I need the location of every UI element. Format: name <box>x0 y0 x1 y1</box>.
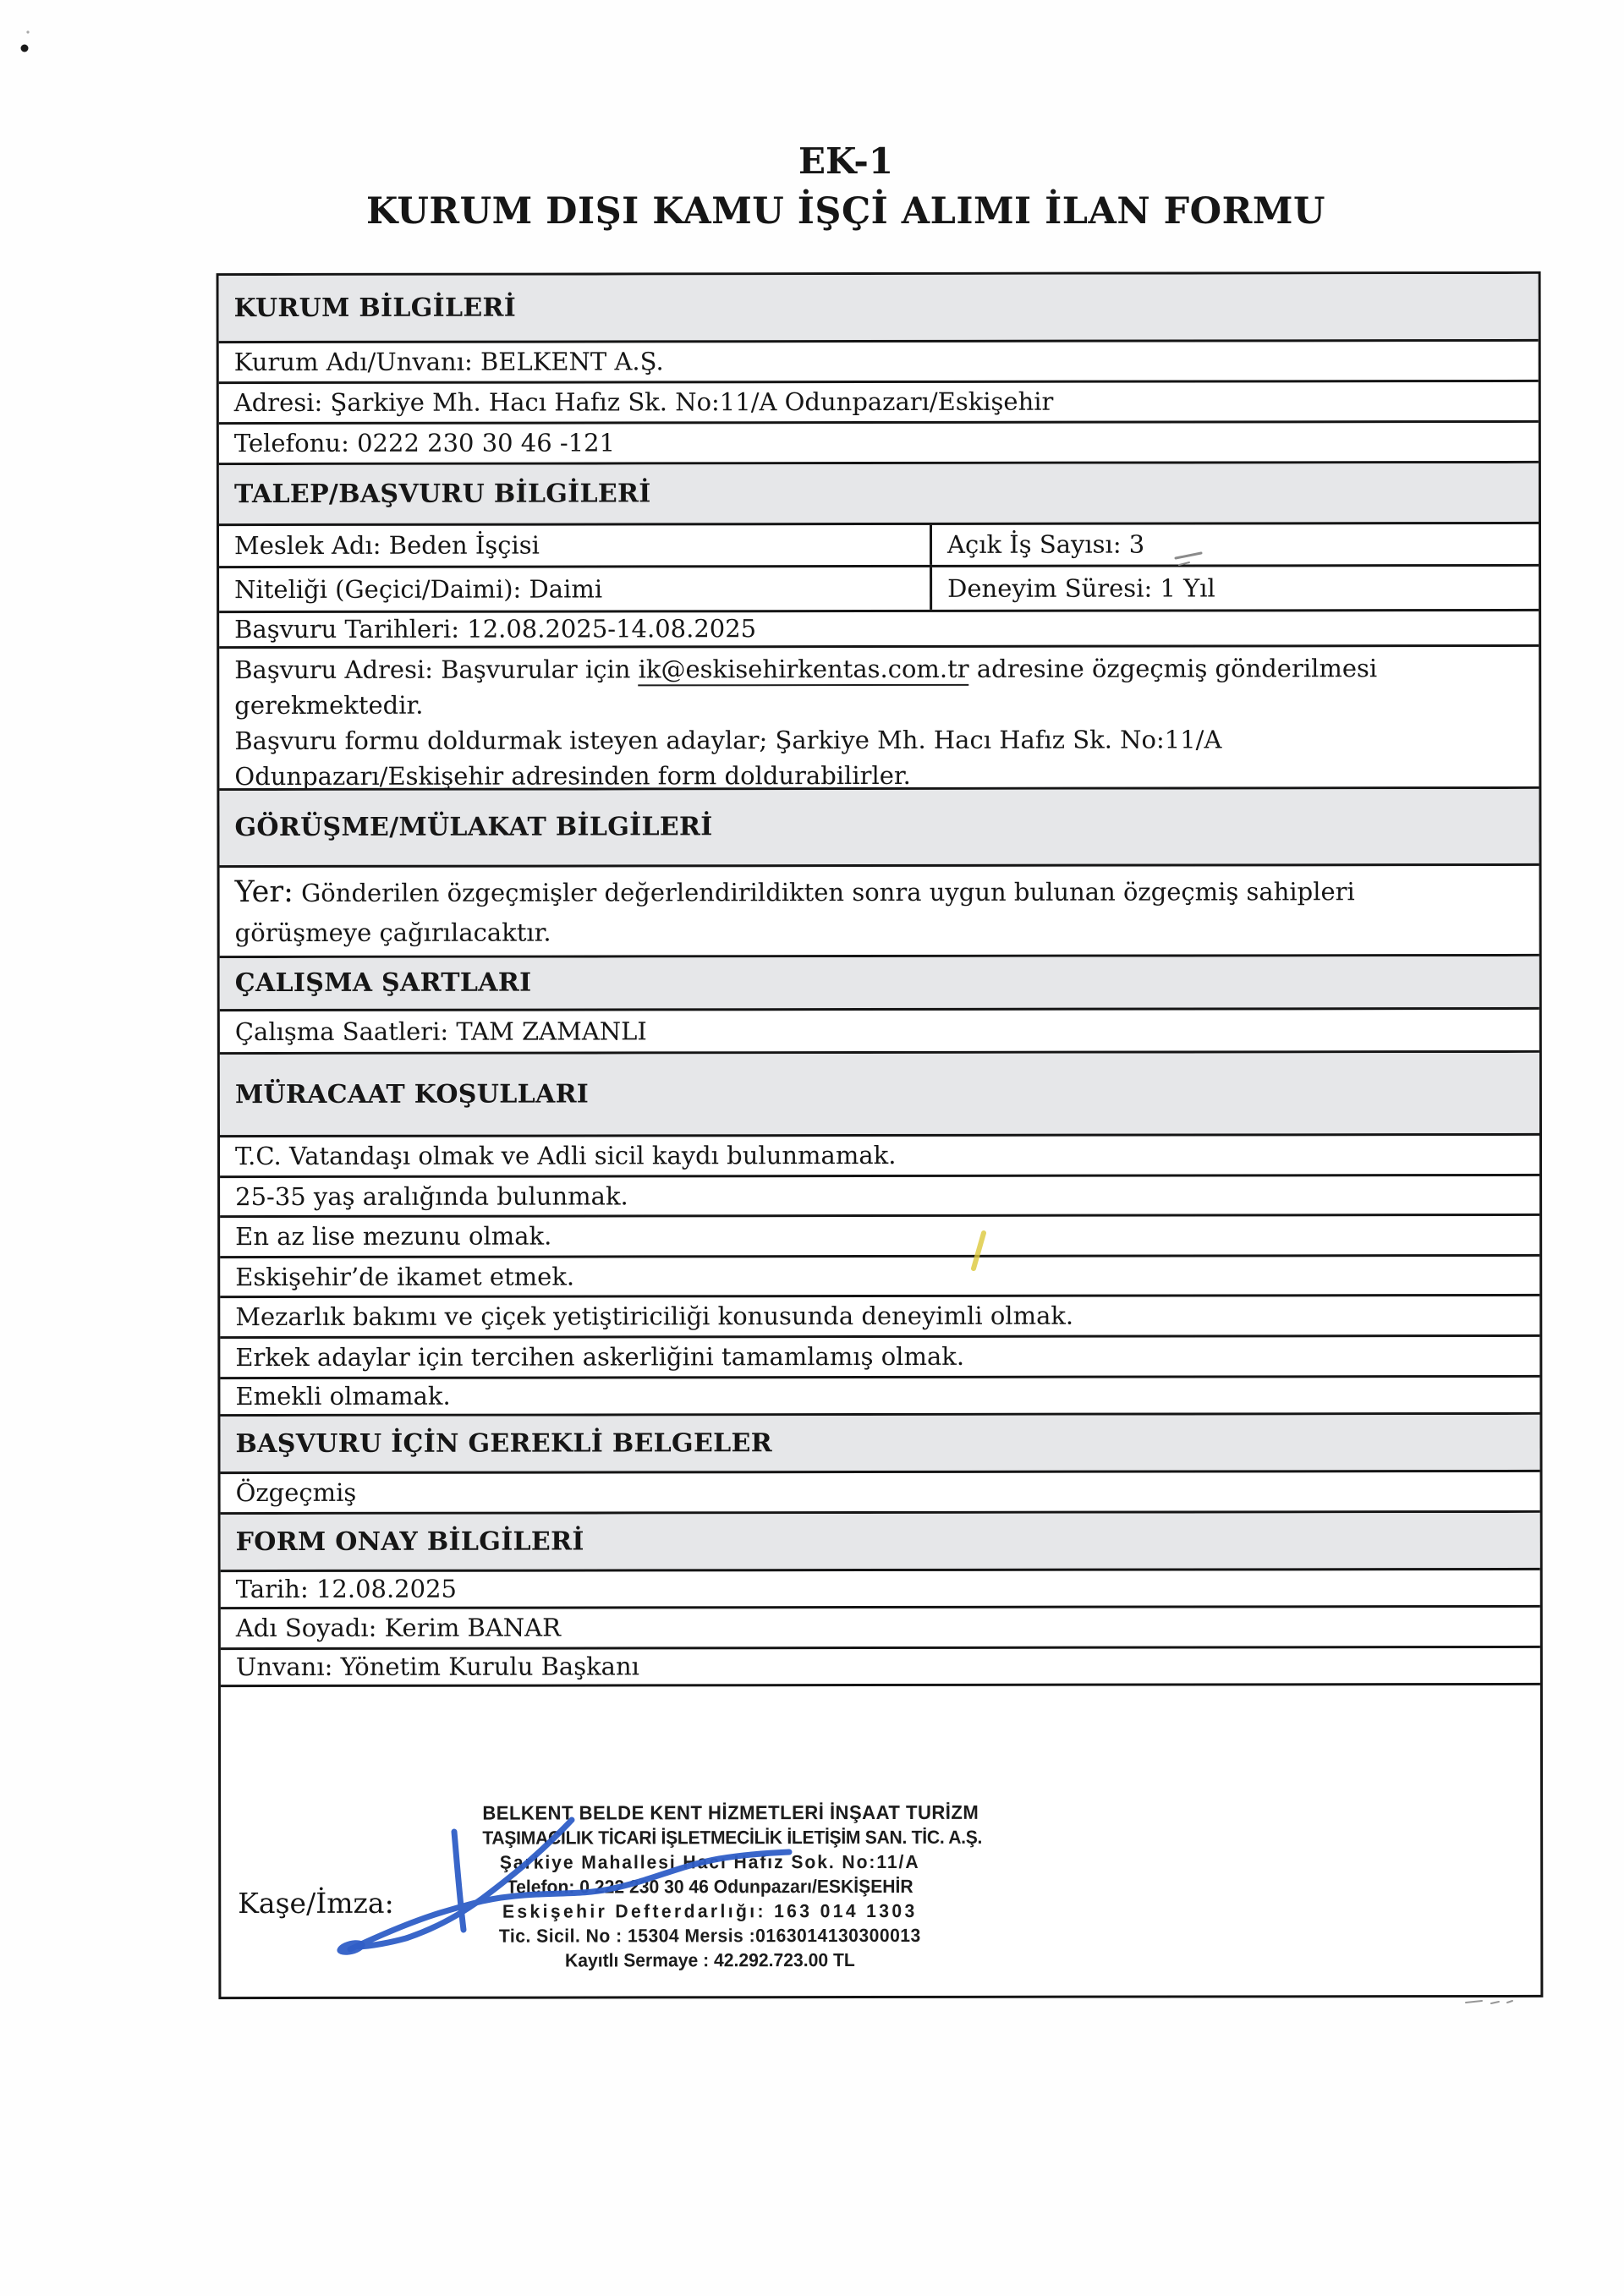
field-telefon: Telefonu: 0222 230 30 46 -121 <box>219 423 1539 465</box>
form-title: KURUM DIŞI KAMU İŞÇİ ALIMI İLAN FORMU <box>366 190 1325 233</box>
row-meslek-acik-is <box>219 524 1539 568</box>
section-header-kurum-bilgileri: KURUM BİLGİLERİ <box>219 274 1539 343</box>
field-basvuru-adresi <box>219 647 1539 791</box>
kosul-row-4: Eskişehir’de ikamet etmek. <box>220 1257 1539 1298</box>
row-nitelik-deneyim <box>219 567 1539 613</box>
field-adres: Adresi: Şarkiye Mh. Hacı Hafız Sk. No:11/A Odunpazarı/Eskişehir <box>219 382 1539 425</box>
section-header-form-onay: FORM ONAY BİLGİLERİ <box>221 1513 1540 1572</box>
field-deneyim-suresi: Deneyim Süresi: 1 Yıl <box>930 567 1539 610</box>
basvuru-adresi-line4: Odunpazarı/Eskişehir adresinden form doldurabilirler. <box>234 760 911 792</box>
stamp-line-6: Tic. Sicil. No : 15304 Mersis :0163014130300013 <box>498 1924 921 1947</box>
yer-text-line2: görüşmeye çağırılacaktır. <box>234 918 551 948</box>
kosul-row-2: 25-35 yaş aralığında bulunmak. <box>220 1176 1539 1218</box>
section-header-talep-basvuru: TALEP/BAŞVURU BİLGİLERİ <box>219 463 1539 526</box>
annex-label: EK-1 <box>798 140 894 182</box>
field-onay-tarih: Tarih: 12.08.2025 <box>221 1570 1540 1609</box>
stamp-line-3: Şarkiye Mahallesi Hacı Hafız Sok. No:11/A <box>499 1850 920 1873</box>
field-kurum-adi: Kurum Adı/Unvanı: BELKENT A.Ş. <box>219 342 1539 384</box>
section-header-gorusme-mulakat: GÖRÜŞME/MÜLAKAT BİLGİLERİ <box>219 789 1539 868</box>
stamp-line-1: BELKENT BELDE KENT HİZMETLERİ İNŞAAT TURİZM <box>482 1800 979 1824</box>
field-acik-is-sayisi: Açık İş Sayısı: 3 <box>930 524 1539 565</box>
ink-speck <box>21 30 30 52</box>
basvuru-adresi-suffix: adresine özgeçmiş gönderilmesi <box>968 654 1378 683</box>
kosul-row-5: Mezarlık bakımı ve çiçek yetiştiriciliği konusunda deneyimli olmak. <box>220 1296 1539 1339</box>
section-header-gerekli-belgeler: BAŞVURU İÇİN GEREKLİ BELGELER <box>220 1415 1539 1474</box>
basvuru-adresi-line3: Başvuru formu doldurmak isteyen adaylar; Şarkiye Mh. Hacı Hafız Sk. No:11/A <box>234 725 1222 756</box>
kosul-row-6: Erkek adaylar için tercihen askerliğini tamamlamış olmak. <box>220 1337 1539 1379</box>
field-basvuru-tarihleri: Başvuru Tarihleri: 12.08.2025-14.08.2025 <box>219 611 1539 649</box>
kosul-row-3: En az lise mezunu olmak. <box>220 1216 1539 1258</box>
field-yer <box>220 866 1539 958</box>
section-header-muracaat-kosullari: MÜRACAAT KOŞULLARI <box>220 1053 1539 1137</box>
field-ozgecmis: Özgeçmiş <box>221 1472 1540 1515</box>
basvuru-adresi-line2: gerekmektedir. <box>234 690 424 721</box>
yer-label: Yer: <box>234 874 294 910</box>
basvuru-adresi-prefix: Başvuru Adresi: Başvurular için <box>234 655 639 685</box>
company-stamp <box>482 1800 983 1973</box>
form-table <box>217 271 1544 1999</box>
field-calisma-saatleri: Çalışma Saatleri: TAM ZAMANLI <box>220 1010 1539 1055</box>
stamp-line-5: Eskişehir Defterdarlığı: 163 014 1303 <box>502 1899 918 1922</box>
kase-imza-label: Kaşe/İmza: <box>238 1886 394 1921</box>
stamp-line-2: TAŞIMACILIK TİCARİ İŞLETMECİLİK İLETİŞİM SAN. TİC. A.Ş. <box>482 1826 983 1849</box>
kase-imza-area <box>221 1685 1541 1997</box>
pencil-dashes-bottom-right <box>1466 2001 1512 2003</box>
stamp-line-7: Kayıtlı Sermaye : 42.292.723.00 TL <box>564 1949 855 1971</box>
kosul-row-1: T.C. Vatandaşı olmak ve Adli sicil kaydı bulunmamak. <box>220 1136 1539 1178</box>
field-onay-ad-soyad: Adı Soyadı: Kerim BANAR <box>221 1608 1540 1650</box>
basvuru-email: ik@eskisehirkentas.com.tr <box>639 655 969 687</box>
field-meslek-adi: Meslek Adı: Beden İşçisi <box>234 530 540 561</box>
section-header-calisma-sartlari: ÇALIŞMA ŞARTLARI <box>220 956 1539 1011</box>
yer-text-line1: Gönderilen özgeçmişler değerlendirildikten sonra uygun bulunan özgeçmiş sahipleri <box>293 877 1355 907</box>
document-title-block <box>102 142 1590 232</box>
stamp-line-4: Telefon: 0 222 230 30 46 Odunpazarı/ESKİŞEHİR <box>506 1875 914 1898</box>
field-onay-unvan: Unvanı: Yönetim Kurulu Başkanı <box>221 1648 1540 1687</box>
kosul-row-7: Emekli olmamak. <box>220 1378 1539 1417</box>
field-nitelik: Niteliği (Geçici/Daimi): Daimi <box>234 574 603 604</box>
